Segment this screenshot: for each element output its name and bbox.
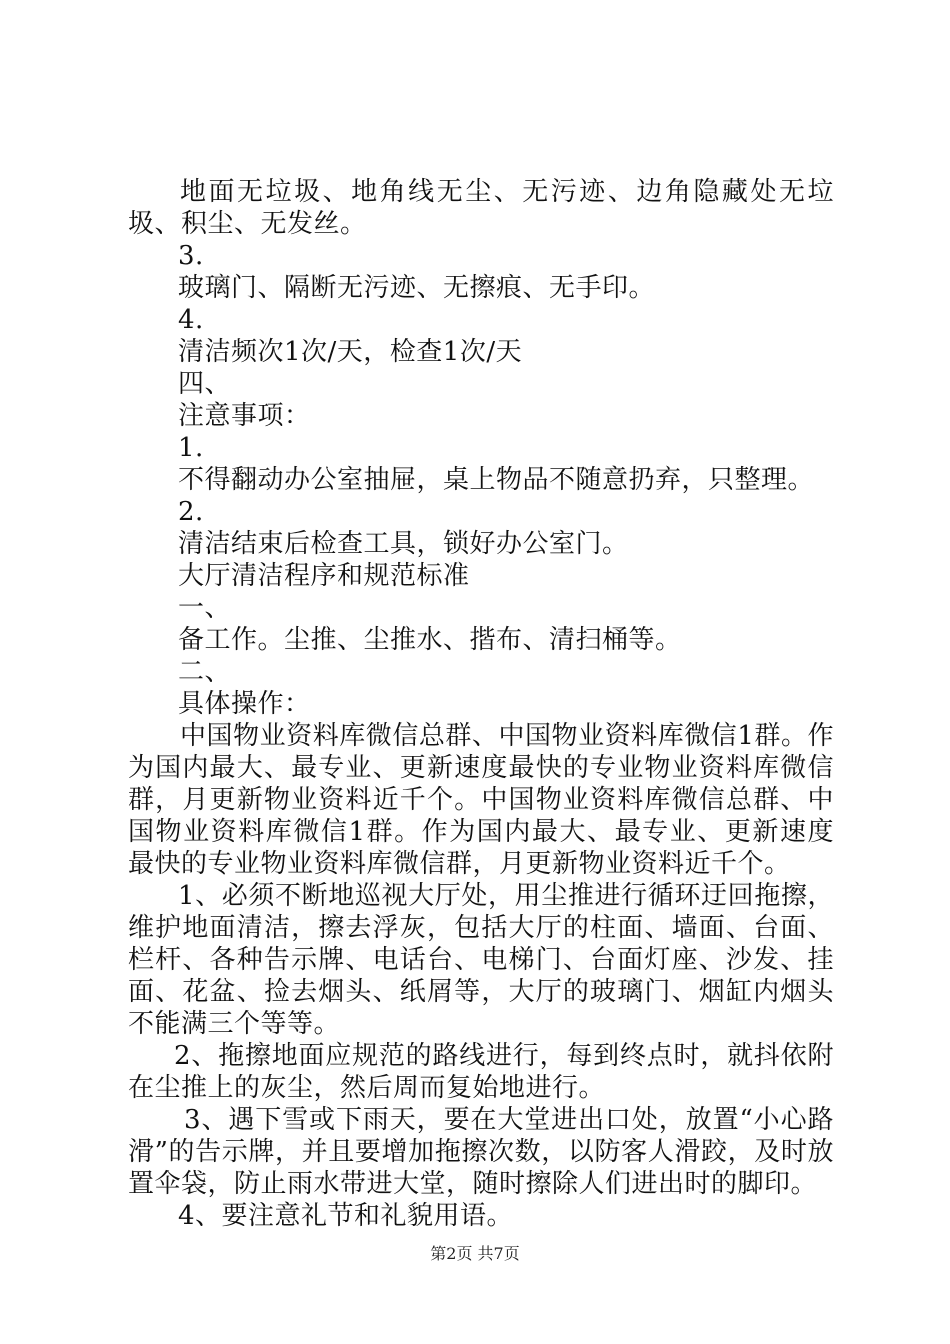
paragraph-tools: 清洁结束后检查工具，锁好办公室门。 (178, 529, 629, 559)
paragraph-frequency: 清洁频次1次/天，检查1次/天 (178, 337, 523, 367)
item-number-1: 1. (178, 433, 204, 463)
document-body (128, 176, 834, 1232)
item-number-4: 4. (178, 305, 204, 335)
paragraph-step-3: 3、遇下雪或下雨天，要在大堂进出口处，放置“小心路滑”的告示牌，并且要增加拖擦次数，以防客人滑跤，及时放置伞袋，防止雨水带进大堂，随时擦除人们进出时的脚印。 (128, 1105, 834, 1199)
section-number-1: 一、 (178, 593, 232, 623)
paragraph-preparation: 备工作。尘推、尘推水、揩布、清扫桶等。 (178, 625, 682, 655)
section-heading-notes: 注意事项： (178, 401, 311, 431)
section-number-2: 二、 (178, 657, 232, 687)
section-title-lobby: 大厅清洁程序和规范标准 (178, 561, 470, 591)
paragraph-promo: 中国物业资料库微信总群、中国物业资料库微信1群。作为国内最大、最专业、更新速度最快的专业物业资料库微信群，月更新物业资料近千个。中国物业资料库微信总群、中国物业资料库微信1群。作为国内最大、最专业、更新速度最快的专业物业资料库微信群，月更新物业资料近千个。 (128, 721, 834, 879)
item-number-3: 3. (178, 241, 204, 271)
paragraph-floor-standard: 地面无垃圾、地角线无尘、无污迹、边角隐藏处无垃圾、积尘、无发丝。 (128, 177, 834, 239)
paragraph-step-1: 1、必须不断地巡视大厅处，用尘推进行循环迂回拖擦，维护地面清洁，擦去浮灰，包括大厅的柱面、墙面、台面、栏杆、各种告示牌、电话台、电梯门、台面灯座、沙发、挂面、花盆、捡去烟头、纸屑等，大厅的玻璃门、烟缸内烟头不能满三个等等。 (128, 881, 834, 1039)
item-number-2: 2. (178, 497, 204, 527)
section-number-4: 四、 (178, 369, 232, 399)
paragraph-drawers: 不得翻动办公室抽屉，桌上物品不随意扔弃，只整理。 (178, 465, 815, 495)
paragraph-glass-door: 玻璃门、隔断无污迹、无擦痕、无手印。 (178, 273, 656, 303)
page-footer: 第2页 共7页 (430, 1244, 520, 1263)
paragraph-step-2: 2、拖擦地面应规范的路线进行，每到终点时，就抖依附在尘推上的灰尘，然后周而复始地进行。 (128, 1041, 834, 1103)
section-heading-operation: 具体操作： (178, 689, 311, 719)
paragraph-step-4: 4、要注意礼节和礼貌用语。 (178, 1201, 514, 1231)
